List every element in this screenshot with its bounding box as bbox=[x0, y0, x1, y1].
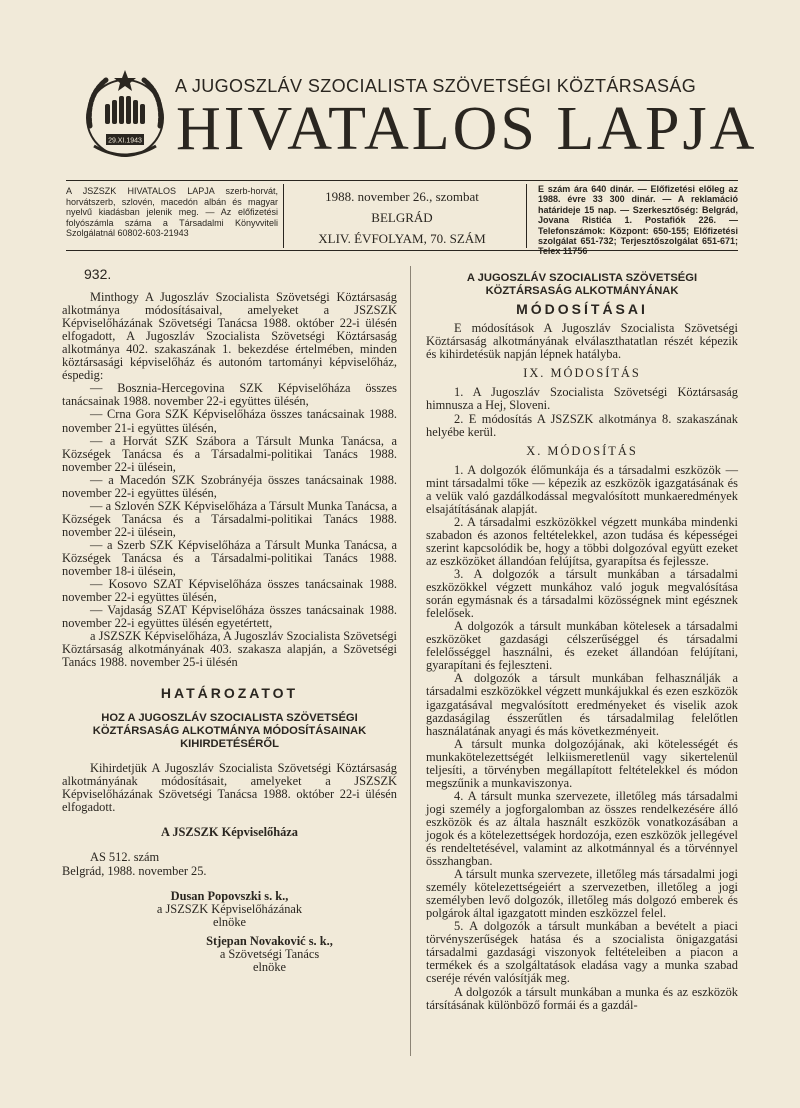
amendment-paragraph: 2. E módosítás A JSZSZK alkotmánya 8. szakaszának helyébe kerül. bbox=[426, 411, 738, 439]
issuer: A JSZSZK Képviselőháza bbox=[160, 825, 298, 840]
preamble-paragraph: — a Szlovén SZK Képviselőháza a Társult Munka Tanácsa, a Községek Tanácsa és a Társadalmi-politikai Tanács 1988. november 22-i ülésein, bbox=[62, 498, 397, 539]
decision-heading: HATÁROZATOT bbox=[160, 685, 299, 702]
decision-text: Kihirdetjük A Jugoszláv Szocialista Szövetségi Köztársaság alkotmányának módosításait, amelyeket a JSZSZK Képviselőházának Szövetségi Tanácsa 1988. október 22-i ülésén elfogadott. bbox=[62, 761, 397, 815]
price-contact-notice: E szám ára 640 dinár. — Előfizetési előleg az 1988. évre 33 300 dinár. — A reklamáció határideje 15 nap. — Szerkesztőség: Belgrád, Jovana Ristića 1. Postafiók 226. — Telefonszámok: Központ: 650-155; Előfizetési szolgálat 651-732; Terjesztőszolgálat 651-671; Telex 11756 bbox=[538, 184, 738, 257]
preamble-paragraph: — a Horvát SZK Szábora a Társult Munka Tanácsa, a Községek Tanácsa és a Társadalmi-politikai Tanács 1988. november 22-i ülésein, bbox=[62, 433, 397, 474]
preamble-paragraph: a JSZSZK Képviselőháza, A Jugoszláv Szocialista Szövetségi Köztársaság alkotmányának 403. szakasza alapján, a Szövetségi Tanács 1988. november 25-i ülésén bbox=[62, 629, 397, 670]
amendment-paragraph: 1. A Jugoszláv Szocialista Szövetségi Köztársaság himnusza a Hej, Sloveni. bbox=[426, 385, 738, 413]
preamble-paragraph: — Vajdaság SZAT Képviselőháza összes tanácsainak 1988. november 22-i együttes ülésén egyetértett, bbox=[62, 603, 397, 631]
subscription-notice: A JSZSZK HIVATALOS LAPJA szerb-horvát, horvátszerb, szlovén, macedón albán és magyar nyelvű kiadásban jelenik meg. — Az előfizetési folyószámla száma a Társadalmi Könyvviteli Szolgálatnál 60802-603-21943 bbox=[66, 186, 278, 239]
preamble-paragraph: — Kosovo SZAT Képviselőháza összes tanácsainak 1988. november 22-i együttes ülésén, bbox=[62, 577, 397, 605]
preamble-paragraph: — Crna Gora SZK Képviselőháza összes tanácsainak 1988. november 21-i együttes ülésén, bbox=[62, 407, 397, 435]
amendment-paragraph: 1. A dolgozók élőmunkája és a társadalmi eszközök — mint társadalmi tőke — képezik az eszközök igazgatásának és a velük való gazdálkodással megvalósított munkaeredmények elsajátításának alapját. bbox=[426, 462, 738, 516]
header-divider-left bbox=[283, 184, 284, 248]
gazette-supertitle: A JUGOSZLÁV SZOCIALISTA SZÖVETSÉGI KÖZTÁRSASÁG bbox=[175, 76, 697, 96]
right-column bbox=[426, 272, 738, 1012]
amendment-paragraph: 3. A dolgozók a társult munkában a társadalmi eszközökkel végzett munkához való joguk megvalósítása során egymásnak és a társadalmi közösségnek mint egésznek felelősek. bbox=[426, 567, 738, 621]
issue-date: 1988. november 26., szombat bbox=[325, 189, 479, 204]
signer1-name: Dusan Popovszki s. k., bbox=[170, 888, 289, 903]
header-top-rule bbox=[66, 180, 738, 181]
amendment-paragraph: A dolgozók a társult munkában a munka és az eszközök társításának különböző formái és a gazdál- bbox=[426, 984, 738, 1012]
amendment-paragraph: A társult munka dolgozójának, aki kötelességét és munkakötelezettségét lelkiismeretlenül vagy sikertelenül teljesíti, a törvényben megállapított feltételekkel és módon megszűnik a munkaviszonya. bbox=[426, 736, 738, 790]
amendment-paragraph: 2. A társadalmi eszközökkel végzett munkába mindenki szabadon és azonos feltételekkel, azon tudása és képességei szerint kapcsolódik be, hogy a többi dolgozóval együtt ezeket az eszközöket állandóan felújítsa, gyarapítsa és fejlessze. bbox=[426, 514, 738, 568]
preamble-paragraph: — Bosznia-Hercegovina SZK Képviselőháza összes tanácsainak 1988. november 22-i együttes ülésén, bbox=[62, 381, 397, 409]
preamble-paragraph: — a Szerb SZK Képviselőháza a Társult Munka Tanácsa, a Községek Tanácsa és a Társadalmi-politikai Tanács 1988. november 18-i ülésein, bbox=[62, 537, 397, 579]
signer1-title: elnöke bbox=[212, 914, 247, 929]
header-divider-right bbox=[526, 184, 527, 248]
signer2-title: a Szövetségi Tanács bbox=[219, 946, 320, 961]
emblem-date: 29.XI.1943 bbox=[108, 137, 142, 145]
amendment-title: IX. MÓDOSÍTÁS bbox=[523, 366, 641, 381]
signer2-name: Stjepan Novaković s. k., bbox=[206, 933, 333, 948]
issue-volume: XLIV. ÉVFOLYAM, 70. SZÁM bbox=[318, 231, 486, 246]
amendment-title: X. MÓDOSÍTÁS bbox=[526, 443, 638, 458]
preamble-paragraph: — a Macedón SZK Szobrányéja összes tanácsainak 1988. november 22-i együttes ülésén, bbox=[62, 472, 397, 500]
issue-info bbox=[290, 186, 514, 249]
state-emblem-icon bbox=[80, 66, 170, 162]
amendment-paragraph: A társult munka szervezete, illetőleg más társadalmi jogi személy kötelezettségeiért a szervezetben, illetőleg a jogi személyben levő dolgozók, illetőleg más dolgozó emberek és polgárok által igazgatott minden eszközzel felel. bbox=[426, 867, 738, 921]
amendment-paragraph: A dolgozók a társult munkában felhasználják a társadalmi eszközökkel végzett munkájukkal és ezen eszközök igazgatásával megvalósított eredményeket és viselik azok gazdaságilag ésszerűtlen és társadalmilag felelőtlen használatának anyagi és más következményeit. bbox=[426, 671, 738, 738]
issue-place: BELGRÁD bbox=[371, 210, 433, 225]
column-divider bbox=[410, 266, 411, 1056]
signer2-title: elnöke bbox=[252, 959, 287, 974]
reference-number: AS 512. szám bbox=[90, 850, 160, 865]
reference-place-date: Belgrád, 1988. november 25. bbox=[62, 863, 207, 878]
signer1-title: a JSZSZK Képviselőházának bbox=[156, 901, 303, 916]
amendment-paragraph: 5. A dolgozók a társult munkában a bevételt a piaci törvényszerűségek hatása és a szocialista önigazgatási társadalmi gazdasági viszonyok feltételeiben a piacon a termékek és a szolgáltatások eladása vagy a munka szabad cseréje révén valósítják meg. bbox=[426, 919, 738, 986]
preamble-paragraph: Minthogy A Jugoszláv Szocialista Szövetségi Köztársaság alkotmánya módosításaival, amelyeket a JSZSZK Képviselőházának Szövetségi Tanácsa 1988. október 22-i ülésén elfogadott, A Jugoszláv Szocialista Szövetségi Köztársaság alkotmánya 402. szakaszának 1. bekezdése értelmében, minden köztársasági képviselőház és autonóm tartományi képviselőház, éspedig: bbox=[62, 290, 397, 383]
amendments-heading: A JUGOSZLÁV SZOCIALISTA SZÖVETSÉGI KÖZTÁRSASÁG ALKOTMÁNYÁNAK bbox=[466, 272, 698, 297]
decision-subheading: HOZ A JUGOSZLÁV SZOCIALISTA SZÖVETSÉGI KÖZTÁRSASÁG ALKOTMÁNYA MÓDOSÍTÁSAINAK KIHIRDETÉSÉRŐL bbox=[92, 712, 367, 750]
amendments-subheading: MÓDOSÍTÁSAI bbox=[516, 301, 648, 318]
left-column bbox=[62, 268, 397, 974]
amendments-intro: E módosítások A Jugoszláv Szocialista Szövetségi Köztársaság alkotmányának elválaszthatatlan részét képezik és kihirdetésük napján lépnek hatályba. bbox=[426, 321, 738, 362]
item-number: 932. bbox=[84, 266, 112, 282]
amendment-paragraph: A dolgozók a társult munkában kötelesek a társadalmi eszközöket gazdasági célszerűséggel és társadalmi felelősséggel használni, és ezeket állandóan felújítani, gyarapítani és fejleszteni. bbox=[426, 619, 738, 673]
amendment-paragraph: 4. A társult munka szervezete, illetőleg más társadalmi jogi személy a jogforgalomban az összes rendelkezésére álló eszközök és az általa használt eszközök vonatkozásában a jogok és a kötelezettségek hordozója, ezen eszközök jellegével és rendeltetésével, valamint az alkotmánnyal és a törvénnyel összhangban. bbox=[426, 788, 738, 869]
gazette-title: HIVATALOS LAPJA bbox=[176, 95, 758, 163]
